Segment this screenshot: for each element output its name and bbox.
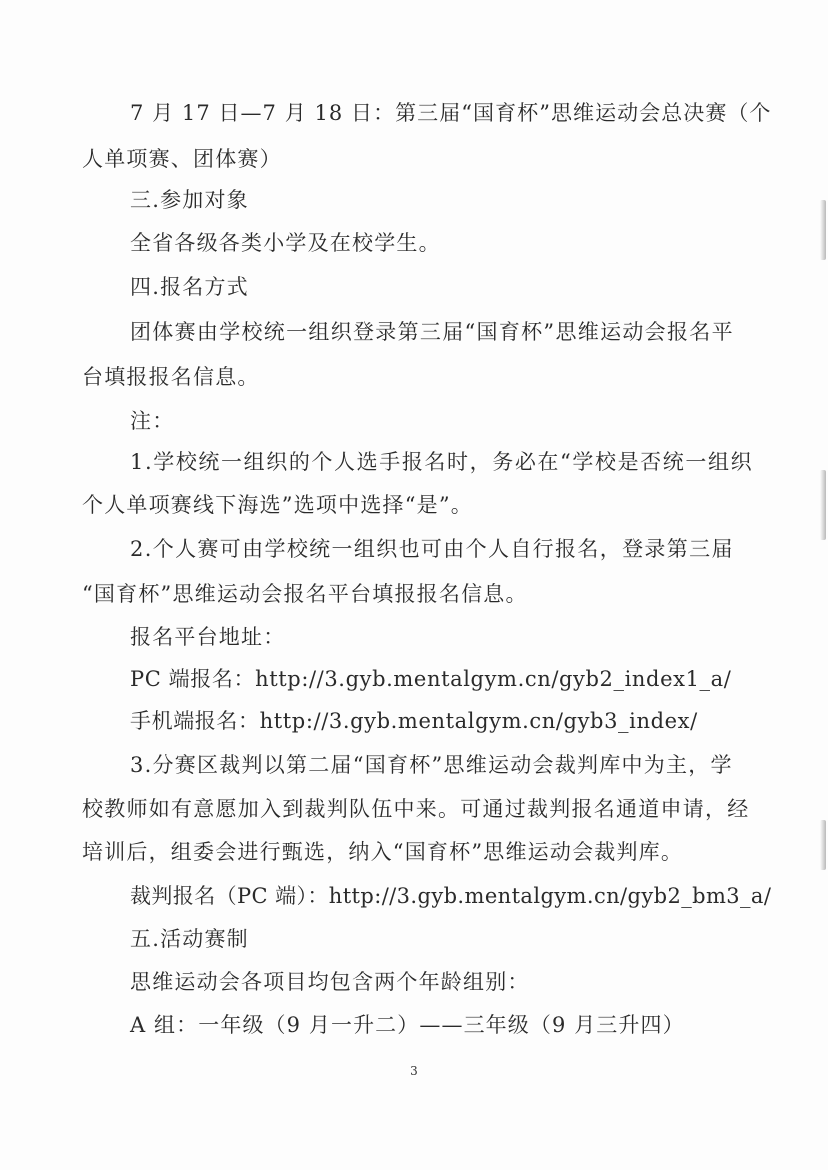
section-heading-format: 五.活动赛制 xyxy=(130,927,249,951)
note-label: 注： xyxy=(130,409,175,433)
page-number: 3 xyxy=(410,1064,418,1078)
note-item-3: 3.分赛区裁判以第二届“国育杯”思维运动会裁判库中为主，学 xyxy=(130,753,733,777)
note-item-1-cont: 个人单项赛线下海选”选项中选择“是”。 xyxy=(82,493,474,517)
schedule-final-line-cont: 人单项赛、团体赛） xyxy=(82,147,282,171)
format-text: 思维运动会各项目均包含两个年龄组别： xyxy=(130,970,530,994)
group-a-text: A 组：一年级（9 月一升二）——三年级（9 月三升四） xyxy=(130,1013,685,1037)
referee-registration-url: 裁判报名（PC 端）：http://3.gyb.mentalgym.cn/gyb2_bm3_a/ xyxy=(130,884,772,908)
note-item-1: 1.学校统一组织的个人选手报名时，务必在“学校是否统一组织 xyxy=(130,450,754,474)
pc-registration-url: PC 端报名：http://3.gyb.mentalgym.cn/gyb2_index1_a/ xyxy=(130,667,732,691)
note-item-3-cont-2: 培训后，组委会进行甄选，纳入“国育杯”思维运动会裁判库。 xyxy=(82,840,684,864)
section-heading-participants: 三.参加对象 xyxy=(130,188,249,212)
scan-edge-mark xyxy=(820,820,826,870)
note-item-3-cont: 校教师如有意愿加入到裁判队伍中来。可通过裁判报名通道申请，经 xyxy=(82,797,750,821)
registration-team-text-cont: 台填报报名信息。 xyxy=(82,365,260,389)
note-item-2: 2.个人赛可由学校统一组织也可由个人自行报名，登录第三届 xyxy=(130,537,734,561)
mobile-registration-url: 手机端报名：http://3.gyb.mentalgym.cn/gyb3_index/ xyxy=(130,709,698,733)
registration-team-text: 团体赛由学校统一组织登录第三届“国育杯”思维运动会报名平 xyxy=(130,320,734,344)
note-item-2-cont: “国育杯”思维运动会报名平台填报报名信息。 xyxy=(82,582,528,606)
platform-address-label: 报名平台地址： xyxy=(130,625,286,649)
scan-edge-mark xyxy=(820,200,826,260)
participants-text: 全省各级各类小学及在校学生。 xyxy=(130,231,441,255)
section-heading-registration: 四.报名方式 xyxy=(130,275,249,299)
schedule-final-line: 7 月 17 日—7 月 18 日：第三届“国育杯”思维运动会总决赛（个 xyxy=(130,101,772,125)
scan-edge-mark xyxy=(820,470,826,540)
